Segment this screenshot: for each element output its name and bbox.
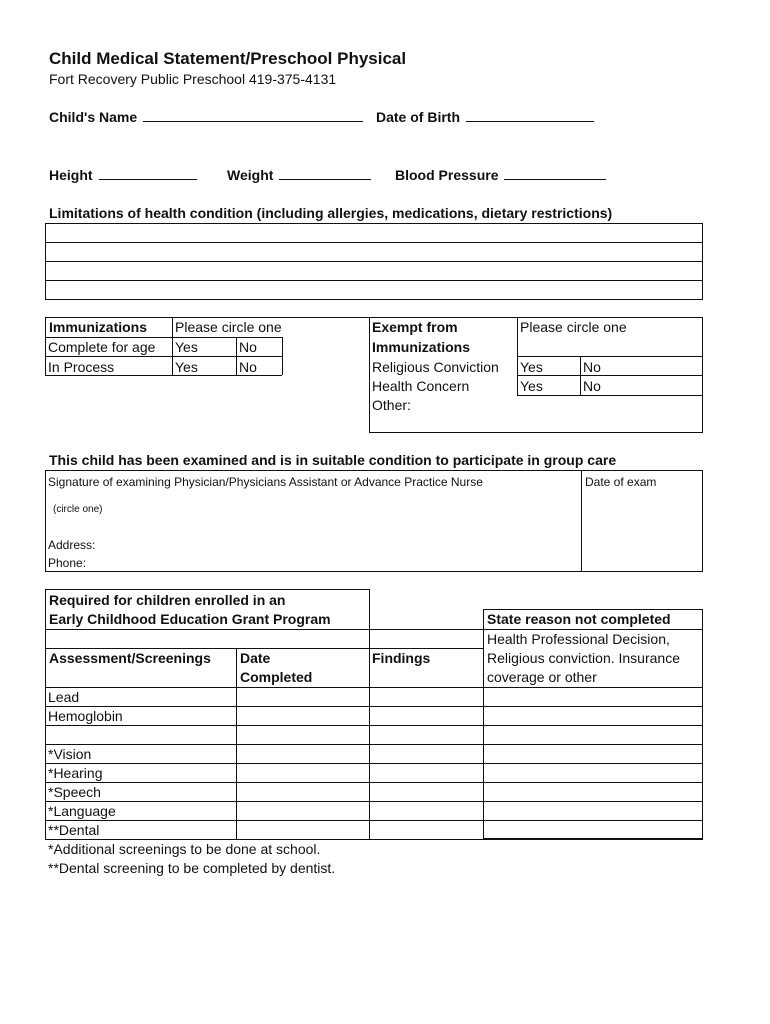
exempt-line-1 [517,356,703,357]
childs-name-label: Child's Name [49,109,138,125]
exempt-heading-1: Exempt from [372,319,458,335]
weight-label: Weight [227,167,274,183]
col-date-header-2: Completed [240,669,313,685]
ece-row-line-1 [45,687,703,688]
ece-row-line-8 [45,820,703,821]
row-language: *Language [48,803,116,819]
form-title: Child Medical Statement/Preschool Physical [49,49,407,68]
blood-pressure-field[interactable] [395,167,606,183]
health-concern-no[interactable]: No [583,378,601,394]
col-findings-header: Findings [372,650,431,666]
exam-heading: This child has been examined and is in suitable condition to participate in group care [49,452,617,468]
complete-for-age-label: Complete for age [48,339,156,355]
ece-row-line-7 [45,801,703,802]
state-reason-line-3: coverage or other [487,669,597,685]
childs-name-field[interactable] [49,109,363,125]
immun-vline-3 [236,337,237,375]
row-dental: **Dental [48,822,100,838]
height-field[interactable] [49,167,197,183]
ece-row-line-9 [45,839,703,840]
ece-row-line-2 [45,706,703,707]
religious-conviction-yes[interactable]: Yes [520,359,543,375]
ece-line-3 [45,648,483,649]
immun-vline-2 [172,317,173,375]
row-hearing: *Hearing [48,765,103,781]
exempt-heading-2: Immunizations [372,339,471,355]
ece-heading-2: Early Childhood Education Grant Program [49,611,331,627]
exempt-line-3 [517,395,703,396]
limitations-line-2 [45,261,703,262]
date-of-birth-field[interactable] [376,109,594,125]
limitations-line-1 [45,242,703,243]
ece-row-line-4 [45,744,703,745]
complete-for-age-no[interactable]: No [239,339,257,355]
weight-line[interactable] [279,167,371,180]
immun-line-2 [45,337,282,338]
health-concern-yes[interactable]: Yes [520,378,543,394]
childs-name-line[interactable] [143,109,363,122]
immun-line-4 [45,375,282,376]
col-date-header-1: Date [240,650,271,666]
exam-vline [581,470,582,572]
immun-vline-1 [45,317,46,375]
limitations-line-3 [45,280,703,281]
address-label[interactable]: Address: [48,538,96,552]
ece-row-line-6 [45,782,703,783]
height-line[interactable] [99,167,197,180]
exempt-other-label[interactable]: Other: [372,397,411,413]
ece-row-line-5 [45,763,703,764]
signature-label[interactable]: Signature of examining Physician/Physicians Assistant or Advance Practice Nurse [48,475,483,489]
col-assessment-header: Assessment/Screenings [49,650,211,666]
religious-conviction-label: Religious Conviction [372,359,499,375]
footnote-dental: **Dental screening to be completed by dentist. [48,860,336,876]
immun-vline-4 [282,337,283,375]
immunizations-heading: Immunizations [49,319,148,335]
height-label: Height [49,167,93,183]
date-of-birth-line[interactable] [466,109,594,122]
ece-line-2 [45,629,483,630]
date-of-exam-label[interactable]: Date of exam [585,475,657,489]
state-reason-heading: State reason not completed [487,611,671,627]
exempt-line-2 [517,375,703,376]
religious-conviction-no[interactable]: No [583,359,601,375]
health-concern-label: Health Concern [372,378,470,394]
blood-pressure-line[interactable] [504,167,606,180]
weight-field[interactable] [227,167,371,183]
ece-row-line-3 [45,725,703,726]
limitations-heading: Limitations of health condition (including allergies, medications, dietary restrictions) [49,205,613,221]
row-lead: Lead [48,689,80,705]
row-hemoglobin: Hemoglobin [48,708,123,724]
complete-for-age-yes[interactable]: Yes [175,339,198,355]
in-process-yes[interactable]: Yes [175,359,198,375]
state-reason-line-1: Health Professional Decision, [487,631,670,647]
blood-pressure-label: Blood Pressure [395,167,499,183]
immunizations-circle-note: Please circle one [175,319,282,335]
ece-heading-1: Required for children enrolled in an [49,592,286,608]
ece-line-top [45,589,369,590]
state-reason-line-2: Religious conviction. Insurance [487,650,680,666]
state-reason-line [483,629,703,630]
school-info: Fort Recovery Public Preschool 419-375-4131 [49,71,337,87]
date-of-birth-label: Date of Birth [376,109,460,125]
immun-line-top [45,317,370,318]
immun-line-3 [45,356,282,357]
circle-one-note: (circle one) [53,504,103,515]
exempt-circle-note: Please circle one [520,319,627,335]
row-speech: *Speech [48,784,101,800]
phone-label[interactable]: Phone: [48,556,87,570]
row-vision: *Vision [48,746,92,762]
in-process-label: In Process [48,359,115,375]
in-process-no[interactable]: No [239,359,257,375]
footnote-additional: *Additional screenings to be done at school. [48,841,321,857]
